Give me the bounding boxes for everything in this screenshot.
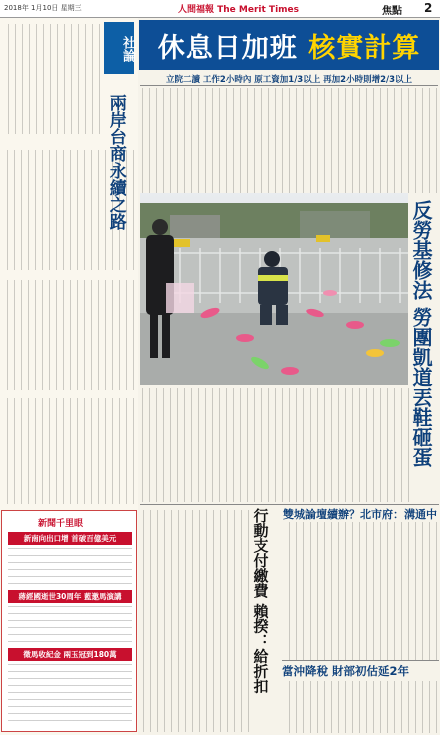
news-photo	[140, 193, 408, 385]
editorial-title: 兩岸台商永續之路	[105, 94, 126, 230]
payment-story-headline: 行動支付繳費 賴揆：給折扣	[251, 508, 270, 694]
photo-story-headline: 反勞基修法 勞團凱道丟鞋砸蛋	[409, 200, 433, 467]
divider	[282, 660, 439, 661]
news-item-text	[8, 664, 132, 726]
news-box-title: 新聞千里眼	[38, 519, 84, 529]
page-number: 2	[424, 1, 433, 15]
issue-date: 2018年 1月10日 星期三	[4, 4, 82, 12]
news-item-text	[8, 548, 132, 588]
sub-headline: 立院二讀 工作2小時內 原工資加1/3以上 再加2小時則增2/3以上	[165, 75, 413, 85]
news-item-headline: 徵馬收紀金 兩玉冠到180萬	[8, 648, 132, 661]
payment-story-text	[141, 510, 249, 732]
editorial-badge: 社論	[104, 22, 134, 74]
main-headline	[140, 26, 438, 65]
news-item-text	[8, 606, 132, 646]
divider	[140, 504, 439, 505]
section-name: 焦點	[382, 6, 402, 17]
editorial-body-text	[4, 280, 134, 390]
main-headline-part1: 休息日加班	[157, 33, 298, 64]
cheng-story-headline: 雙城論壇續辦？北市府：溝通中	[283, 508, 437, 521]
main-story-text	[141, 88, 437, 193]
news-item-headline: 新南向出口增 首破百億美元	[8, 532, 132, 545]
news-item-headline: 蔣經國逝世30周年 藍邀馬演講	[8, 590, 132, 603]
divider	[140, 85, 438, 86]
tax-story-headline: 當沖降稅 財部初估延2年	[282, 664, 410, 678]
tax-story-text	[283, 681, 437, 733]
newspaper-logo: 人間福報 The Merit Times	[178, 5, 299, 15]
editorial-body-text	[4, 24, 100, 134]
cheng-story-text	[283, 522, 437, 660]
main-headline-part2: 核實計算	[308, 33, 421, 64]
photo-illustration	[140, 193, 408, 385]
editorial-body-text	[4, 398, 134, 504]
photo-story-text	[141, 388, 409, 502]
